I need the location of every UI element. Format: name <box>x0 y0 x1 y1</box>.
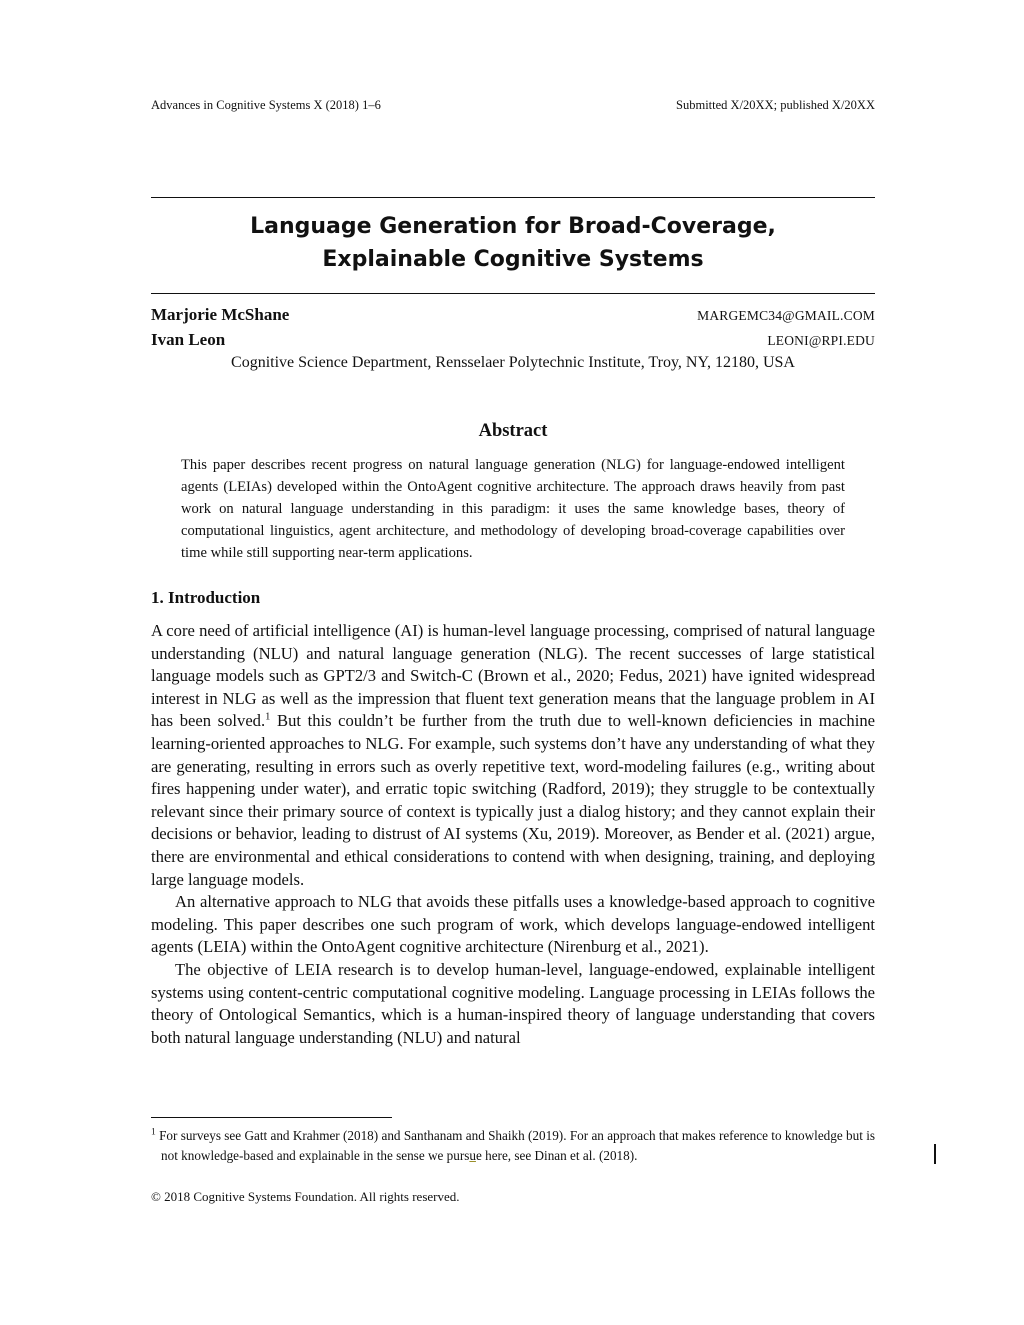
author-name: Ivan Leon <box>151 330 226 349</box>
footnote-text-end: e here, see Dinan et al. (2018). <box>475 1148 638 1163</box>
author-name: Marjorie McShane <box>151 305 290 324</box>
affiliation: Cognitive Science Department, Rensselaer Polytechnic Institute, Troy, NY, 12180, USA <box>231 354 795 371</box>
text-cursor <box>934 1144 936 1164</box>
title-line-2: Explainable Cognitive Systems <box>322 247 704 272</box>
footnote-reference[interactable]: 1 <box>265 711 271 723</box>
title-rule-bottom <box>151 293 875 294</box>
author-email: MARGEMC34@GMAIL.COM <box>697 308 875 323</box>
title-rule-top <box>151 197 875 198</box>
paragraph-1-end: But this couldn’t be further from the truth due to well-known deficiencies in machine learning-oriented approaches to NLG. For example, such systems don’t have any understanding of what they are generating, resulting in errors such as overly repetitive text, word-modeling failures (e.g., writing about fires happening under water), and erratic topic switching (Radford, 2019); they struggle to be contextually relevant since their primary source of context is typically just a dialog history; and they cannot explain their decisions or behavior, leading to distrust of AI systems (Xu, 2019). Moreover, as Bender et al. (2021) argue, there are environmental and ethical considerations to contend with when designing, training, and deploying large language models. <box>151 711 875 889</box>
abstract-heading: Abstract <box>478 421 548 441</box>
abstract-text: This paper describes recent progress on natural language generation (NLG) for language-endowed intelligent agents (LEIAs) developed within the OntoAgent cognitive architecture. The approach draws heavily from past work on natural language understanding in this paradigm: it uses the same knowledge bases, theory of computational linguistics, agent architecture, and methodology of developing broad-coverage capabilities over time while still supporting near-term applications. <box>181 457 845 561</box>
header-journal: Advances in Cognitive Systems X (2018) 1–6 <box>151 98 381 112</box>
paragraph-1 <box>151 620 875 891</box>
footnote <box>151 1126 875 1166</box>
author-email: LEONI@RPI.EDU <box>767 333 875 348</box>
paragraph-3: The objective of LEIA research is to develop human-level, language-endowed, explainable intelligent systems using content-centric computational cognitive modeling. Language processing in LEIAs follows the theory of Ontological Semantics, which is a human-inspired theory of language understanding that covers both natural language understanding (NLU) and natural <box>151 959 875 1047</box>
footnote-mark: 1 <box>151 1127 156 1138</box>
section-heading: 1. Introduction <box>151 588 261 607</box>
paragraph-1-start: A core need of artificial intelligence (AI) is human-level language processing, comprised of natural language understanding (NLU) and natural language generation (NLG). The recent successes of large statistical language models such as GPT2/3 and Switch-C (Brown et al., 2020; Fedus, 2021) have ignited widespread interest in NLG as well as the impression that fluent text generation means that the language problem in AI has been solved. <box>151 621 875 731</box>
running-header <box>151 98 875 113</box>
header-submission: Submitted X/20XX; published X/20XX <box>676 98 875 112</box>
tracked-edit-mark: u <box>469 1148 476 1163</box>
title-line-1: Language Generation for Broad-Coverage, <box>250 214 776 239</box>
footnote-text-start: For surveys see Gatt and Krahmer (2018) and Santhanam and Shaikh (2019). For an approach that makes reference to knowledge but is not knowledge-based and explainable in the sense we purs <box>155 1128 875 1163</box>
copyright-notice: © 2018 Cognitive Systems Foundation. All rights reserved. <box>151 1189 460 1204</box>
body-text <box>151 620 875 1049</box>
author-row-2 <box>151 330 875 350</box>
footnote-rule <box>151 1117 392 1118</box>
paper-title <box>151 210 875 276</box>
paragraph-2: An alternative approach to NLG that avoids these pitfalls uses a knowledge-based approach to cognitive modeling. This paper describes one such program of work, which develops language-endowed intelligent agents (LEIA) within the OntoAgent cognitive architecture (Nirenburg et al., 2021). <box>151 892 875 957</box>
author-row-1 <box>151 305 875 325</box>
